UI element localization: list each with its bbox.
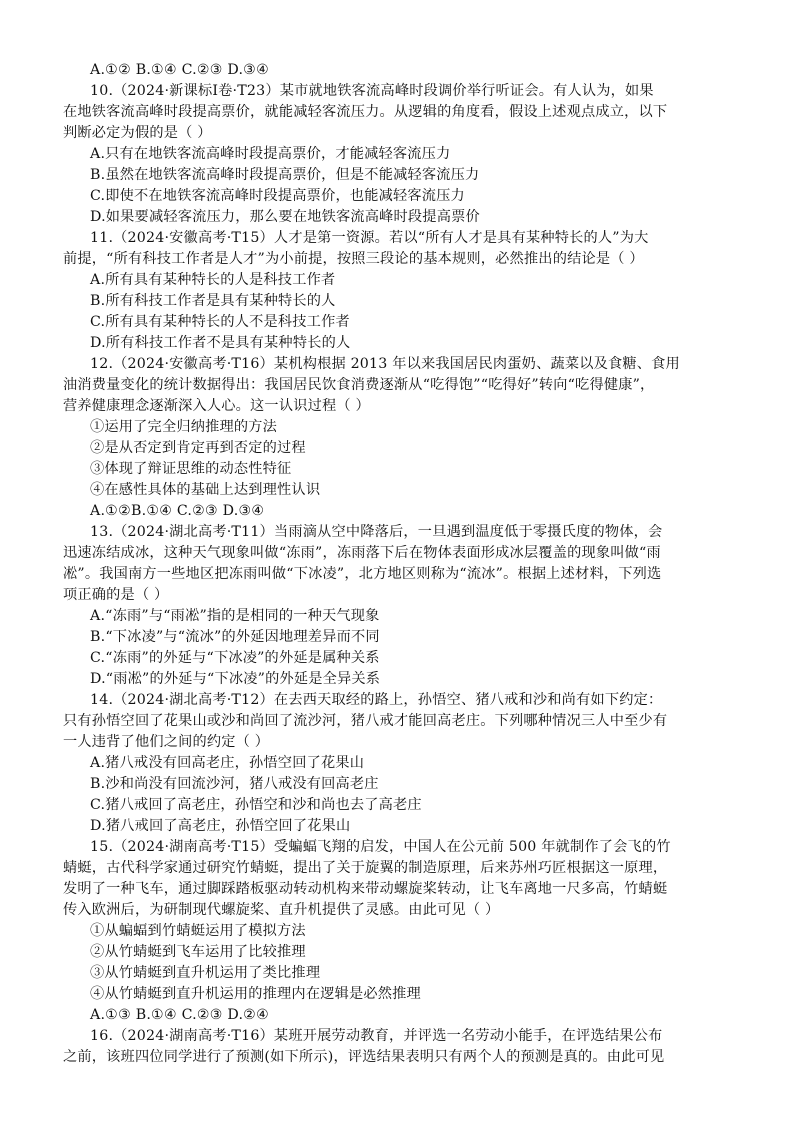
q12-statement-2: ②是从否定到肯定再到否定的过程 [90, 440, 306, 456]
q15-statement-2: ②从竹蜻蜓到飞车运用了比较推理 [90, 944, 306, 960]
q14-stem-line2: 只有孙悟空回了花果山或沙和尚回了流沙河，猪八戒才能回高老庄。下列哪种情况三人中至少有 [63, 713, 668, 729]
q10-option-a: A.只有在地铁客流高峰时段提高票价，才能减轻客流压力 [90, 146, 451, 162]
q15-stem-line4: 传入欧洲后，为研制现代螺旋桨、直升机提供了灵感。由此可见（ ） [63, 902, 500, 918]
q11-option-d: D.所有科技工作者不是具有某种特长的人 [90, 335, 351, 351]
q12-options: A.①②B.①④ C.②③ D.③④ [90, 503, 265, 519]
q14-option-c: C.猪八戒回了高老庄，孙悟空和沙和尚也去了高老庄 [90, 797, 422, 813]
q10-option-b: B.虽然在地铁客流高峰时段提高票价，但是不能减轻客流压力 [90, 167, 480, 183]
q11-option-b: B.所有科技工作者是具有某种特长的人 [90, 293, 336, 309]
q14-option-d: D.猪八戒回了高老庄，孙悟空回了花果山 [90, 818, 351, 834]
q12-statement-3: ③体现了辩证思维的动态性特征 [90, 461, 292, 477]
q13-option-b: B.“下冰凌”与“流冰”的外延因地理差异而不同 [90, 629, 380, 645]
q13-stem-line3: 凇”。我国南方一些地区把冻雨叫做“下冰凌”，北方地区则称为“流冰”。根据上述材料，下列选 [63, 566, 662, 582]
q15-stem-line3: 发明了一种飞车，通过脚踩踏板驱动转动机构来带动螺旋桨转动，让飞车离地一尺多高，竹蜻蜓 [63, 881, 668, 897]
q10-stem-line2: 在地铁客流高峰时段提高票价，就能减轻客流压力。从逻辑的角度看，假设上述观点成立，以下 [63, 104, 668, 120]
q12-stem-line1: 12.（2024·安徽高考·T16）某机构根据 2013 年以来我国居民肉蛋奶、蔬菜以及食糖、食用 [90, 356, 680, 372]
q12-stem-line3: 营养健康理念逐渐深入人心。这一认识过程（ ） [63, 398, 370, 414]
q13-option-c: C.“冻雨”的外延与“下冰凌”的外延是属种关系 [90, 650, 380, 666]
q12-statement-1: ①运用了完全归纳推理的方法 [90, 419, 278, 435]
q10-option-d: D.如果要减轻客流压力，那么要在地铁客流高峰时段提高票价 [90, 209, 480, 225]
q11-option-a: A.所有具有某种特长的人是科技工作者 [90, 272, 336, 288]
q9-options: A.①② B.①④ C.②③ D.③④ [90, 62, 270, 78]
q11-stem-line1: 11.（2024·安徽高考·T15）人才是第一资源。若以“所有人才是具有某种特长的人”为大 [90, 230, 649, 246]
q14-stem-line3: 一人违背了他们之间的约定（ ） [63, 734, 270, 750]
q15-options: A.①③ B.①④ C.②③ D.②④ [90, 1007, 270, 1023]
q14-option-a: A.猪八戒没有回高老庄，孙悟空回了花果山 [90, 755, 365, 771]
q12-stem-line2: 油消费量变化的统计数据得出：我国居民饮食消费逐渐从“吃得饱”“吃得好”转向“吃得健康”， [63, 377, 655, 393]
q16-stem-line2: 之前，该班四位同学进行了预测(如下所示)，评选结果表明只有两个人的预测是真的。由此可见 [63, 1049, 665, 1065]
q15-statement-3: ③从竹蜻蜓到直升机运用了类比推理 [90, 965, 321, 981]
q11-stem-line2: 前提，“所有科技工作者是人才”为小前提，按照三段论的基本规则，必然推出的结论是（ ） [63, 251, 644, 267]
q14-stem-line1: 14.（2024·湖北高考·T12）在去西天取经的路上，孙悟空、猪八戒和沙和尚有如下约定： [90, 692, 663, 708]
q10-option-c: C.即使不在地铁客流高峰时段提高票价，也能减轻客流压力 [90, 188, 465, 204]
q11-option-c: C.所有具有某种特长的人不是科技工作者 [90, 314, 350, 330]
q10-stem-line1: 10.（2024·新课标Ⅰ卷·T23）某市就地铁客流高峰时段调价举行听证会。有人认为，如果 [90, 83, 654, 99]
q13-option-a: A.“冻雨”与“雨凇”指的是相同的一种天气现象 [90, 608, 380, 624]
q13-stem-line1: 13.（2024·湖北高考·T11）当雨滴从空中降落后，一旦遇到温度低于零摄氏度的物体，会 [90, 524, 663, 540]
q15-statement-4: ④从竹蜻蜓到直升机运用的推理内在逻辑是必然推理 [90, 986, 421, 1002]
q14-option-b: B.沙和尚没有回流沙河，猪八戒没有回高老庄 [90, 776, 379, 792]
q15-statement-1: ①从蝙蝠到竹蜻蜓运用了模拟方法 [90, 923, 306, 939]
q10-stem-line3: 判断必定为假的是（ ） [63, 125, 212, 141]
q13-stem-line4: 项正确的是（ ） [63, 587, 169, 603]
q12-statement-4: ④在感性具体的基础上达到理性认识 [90, 482, 321, 498]
q13-option-d: D.“雨凇”的外延与“下冰凌”的外延是全异关系 [90, 671, 381, 687]
q16-stem-line1: 16.（2024·湖南高考·T16）某班开展劳动教育，并评选一名劳动小能手，在评选结果公布 [90, 1028, 663, 1044]
q13-stem-line2: 迅速冻结成冰，这种天气现象叫做“冻雨”，冻雨落下后在物体表面形成冰层覆盖的现象叫做“雨 [63, 545, 661, 561]
q15-stem-line1: 15.（2024·湖南高考·T15）受蝙蝠飞翔的启发，中国人在公元前 500 年就制作了会飞的竹 [90, 839, 671, 855]
q15-stem-line2: 蜻蜓，古代科学家通过研究竹蜻蜓，提出了关于旋翼的制造原理，后来苏州巧匠根据这一原理， [63, 860, 668, 876]
